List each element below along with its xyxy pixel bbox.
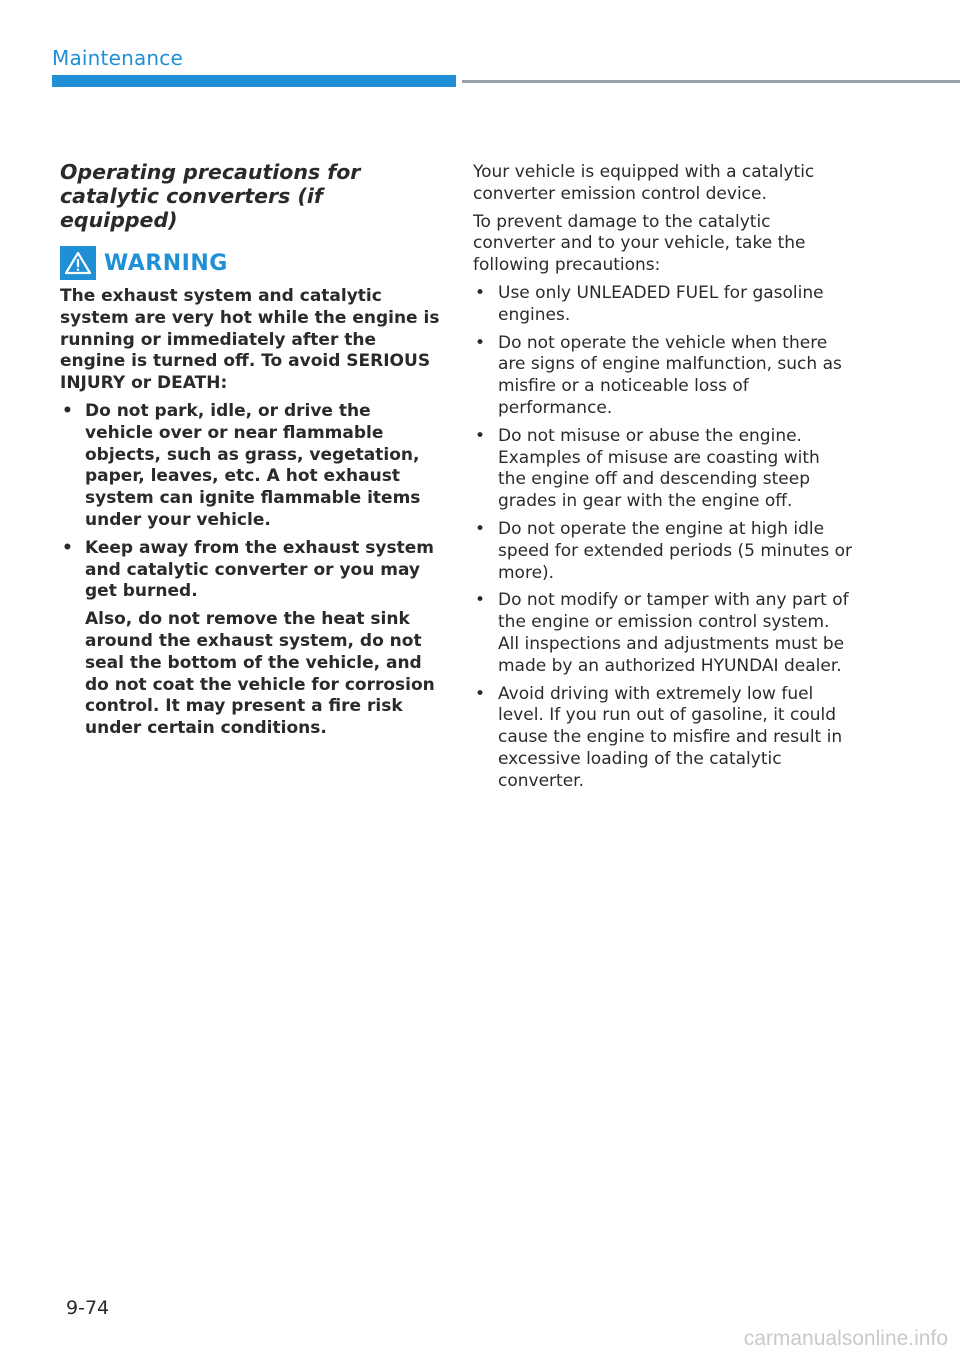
warning-intro: The exhaust system and catalytic system are very hot while the engine is running or immediately after the engine is turned off. To avoid SERIOUS INJURY or DEATH: <box>60 286 440 394</box>
bullet-dot: • <box>475 282 486 303</box>
page-number: 9-74 <box>66 1297 110 1319</box>
precaution-bullet-list <box>473 283 853 793</box>
left-column <box>60 160 440 740</box>
warning-label: WARNING <box>104 250 228 276</box>
header-rule <box>462 80 960 83</box>
bullet-dot: • <box>475 683 486 704</box>
watermark: carmanualsonline.info <box>743 1327 948 1350</box>
bullet-dot: • <box>475 518 486 539</box>
list-item <box>473 519 853 584</box>
list-item-text: Do not operate the vehicle when there are signs of engine malfunction, such as misfire or a noticeable loss of performance. <box>498 332 842 418</box>
list-item <box>60 538 440 603</box>
list-item <box>473 283 853 327</box>
list-item-text: Avoid driving with extremely low fuel level. If you run out of gasoline, it could cause the engine to misfire and result in excessive loading of the catalytic converter. <box>498 683 843 791</box>
list-item-text: Use only UNLEADED FUEL for gasoline engines. <box>498 282 824 325</box>
list-item-text: Keep away from the exhaust system and catalytic converter or you may get burned. <box>85 537 434 602</box>
warning-continuation: Also, do not remove the heat sink around the exhaust system, do not seal the bottom of the vehicle, and do not coat the vehicle for corrosion control. It may present a fire risk under certain conditions. <box>85 609 435 739</box>
list-item <box>473 333 853 420</box>
list-item <box>473 590 853 677</box>
bullet-dot: • <box>62 400 73 421</box>
intro-paragraph: Your vehicle is equipped with a catalytic converter emission control device. <box>473 162 815 204</box>
warning-triangle-icon <box>60 246 96 280</box>
bullet-dot: • <box>475 590 486 611</box>
list-item <box>473 684 853 793</box>
section-title: Maintenance <box>52 46 183 70</box>
list-item-text: Do not modify or tamper with any part of the engine or emission control system. All inspections and adjustments must be made by an authorized HYUNDAI dealer. <box>498 590 849 676</box>
header-accent-bar <box>52 75 456 87</box>
right-column <box>473 162 853 799</box>
list-item-text: Do not park, idle, or drive the vehicle over or near flammable objects, such as grass, vegetation, paper, leaves, etc. A hot exhaust system can ignite flammable items under your vehicle. <box>85 400 421 530</box>
section-heading: Operating precautions for catalytic converters (if equipped) <box>60 160 361 232</box>
list-item-text: Do not operate the engine at high idle speed for extended periods (5 minutes or more). <box>498 518 852 583</box>
bullet-dot: • <box>62 537 73 558</box>
list-item-text: Do not misuse or abuse the engine. Examples of misuse are coasting with the engine off and descending steep grades in gear with the engine off. <box>498 425 820 512</box>
precautions-paragraph: To prevent damage to the catalytic converter and to your vehicle, take the following precautions: <box>473 211 806 276</box>
bullet-dot: • <box>475 332 486 353</box>
warning-bullet-list <box>60 401 440 603</box>
warning-header <box>60 246 440 280</box>
bullet-dot: • <box>475 425 486 446</box>
list-item <box>60 401 440 532</box>
list-item <box>473 426 853 513</box>
